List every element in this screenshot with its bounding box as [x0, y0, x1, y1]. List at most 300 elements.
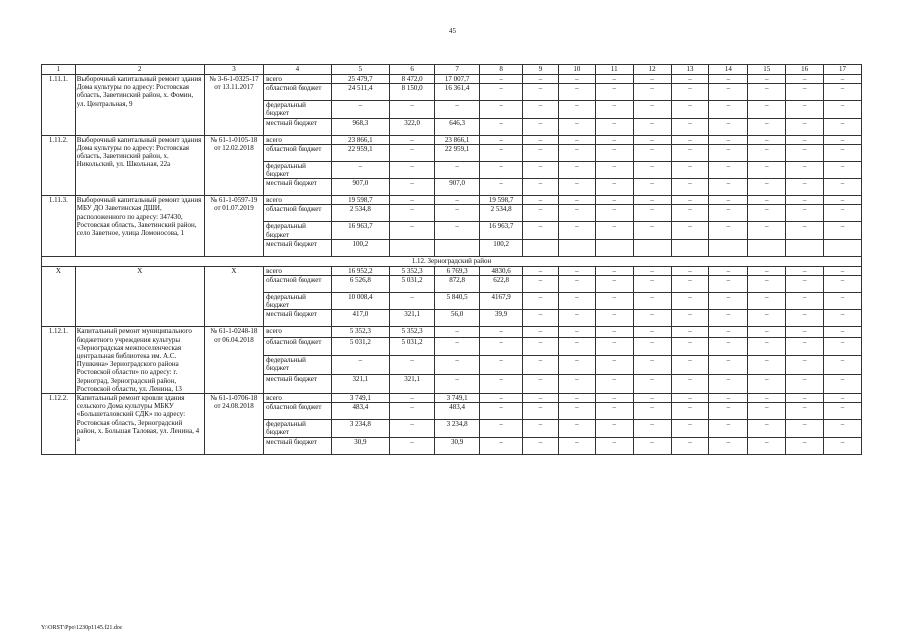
budget-source-label: местный бюджет [264, 239, 332, 256]
value-cell: – [523, 327, 559, 337]
budget-source-label: всего [264, 266, 332, 275]
value-cell: 16 361,4 [435, 84, 480, 101]
value-cell: – [633, 420, 671, 437]
budget-table [41, 64, 862, 455]
value-cell: – [824, 101, 862, 118]
value-cell: – [558, 205, 595, 222]
value-cell: 417,0 [331, 310, 389, 327]
budget-source-label: федеральный бюджет [264, 101, 332, 118]
budget-source-label: всего [264, 327, 332, 337]
value-cell [595, 239, 633, 256]
value-cell: – [558, 276, 595, 293]
value-cell: – [709, 222, 748, 239]
value-cell: – [786, 403, 824, 420]
value-cell: – [390, 420, 435, 437]
value-cell: – [435, 356, 480, 375]
value-cell: 4167,9 [480, 293, 523, 310]
value-cell: – [709, 375, 748, 394]
value-cell: – [709, 403, 748, 420]
value-cell [633, 239, 671, 256]
value-cell: – [709, 205, 748, 222]
value-cell: – [748, 356, 786, 375]
value-cell: – [748, 266, 786, 275]
value-cell: – [709, 118, 748, 135]
table-row [42, 327, 862, 337]
value-cell: 56,0 [435, 310, 480, 327]
item-document: № 61-1-0597-19 от 01.07.2019 [204, 196, 263, 257]
column-header: 5 [331, 65, 389, 75]
value-cell: – [595, 375, 633, 394]
value-cell: – [748, 293, 786, 310]
value-cell: – [748, 403, 786, 420]
value-cell: – [558, 222, 595, 239]
value-cell: – [595, 310, 633, 327]
value-cell: – [558, 144, 595, 161]
value-cell: – [709, 437, 748, 454]
value-cell: 25 479,7 [331, 75, 389, 84]
header-row [42, 65, 862, 75]
value-cell: 19 598,7 [480, 196, 523, 205]
value-cell: – [595, 327, 633, 337]
value-cell: – [633, 310, 671, 327]
value-cell: – [558, 437, 595, 454]
value-cell: – [558, 135, 595, 144]
page-number: 45 [449, 27, 456, 35]
value-cell: – [748, 205, 786, 222]
value-cell: – [523, 84, 559, 101]
table-row [42, 135, 862, 144]
value-cell: – [558, 420, 595, 437]
value-cell: – [435, 337, 480, 356]
value-cell: – [786, 84, 824, 101]
column-header: 6 [390, 65, 435, 75]
value-cell: – [558, 179, 595, 196]
value-cell: – [390, 356, 435, 375]
value-cell: – [786, 75, 824, 84]
value-cell: – [558, 84, 595, 101]
value-cell: – [633, 205, 671, 222]
value-cell: – [595, 403, 633, 420]
value-cell: – [709, 135, 748, 144]
value-cell: – [480, 420, 523, 437]
value-cell: – [671, 196, 709, 205]
value-cell: – [633, 222, 671, 239]
value-cell: – [748, 222, 786, 239]
budget-source-label: всего [264, 135, 332, 144]
value-cell: – [523, 205, 559, 222]
value-cell: – [633, 101, 671, 118]
value-cell: 907,0 [331, 179, 389, 196]
table-row [42, 75, 862, 84]
budget-source-label: областной бюджет [264, 403, 332, 420]
value-cell: 16 952,2 [331, 266, 389, 275]
value-cell: – [435, 161, 480, 178]
value-cell: – [824, 161, 862, 178]
budget-source-label: федеральный бюджет [264, 420, 332, 437]
value-cell: 321,1 [331, 375, 389, 394]
value-cell: – [595, 118, 633, 135]
value-cell: – [558, 196, 595, 205]
value-cell: 3 234,8 [435, 420, 480, 437]
budget-source-label: областной бюджет [264, 337, 332, 356]
value-cell: – [748, 84, 786, 101]
value-cell: 5 840,5 [435, 293, 480, 310]
value-cell: – [824, 276, 862, 293]
column-header: 13 [671, 65, 709, 75]
column-header: 16 [786, 65, 824, 75]
value-cell: – [824, 144, 862, 161]
value-cell: 5 352,3 [331, 327, 389, 337]
value-cell: – [709, 161, 748, 178]
value-cell: 3 749,1 [435, 394, 480, 403]
value-cell: 3 234,8 [331, 420, 389, 437]
budget-source-label: областной бюджет [264, 276, 332, 293]
budget-source-label: областной бюджет [264, 84, 332, 101]
value-cell: – [709, 293, 748, 310]
value-cell: – [595, 293, 633, 310]
value-cell: – [671, 84, 709, 101]
value-cell: – [595, 356, 633, 375]
value-cell: – [523, 266, 559, 275]
value-cell: – [824, 196, 862, 205]
value-cell: – [786, 394, 824, 403]
value-cell: – [523, 75, 559, 84]
value-cell [709, 239, 748, 256]
item-number: Х [42, 266, 76, 327]
value-cell: – [633, 327, 671, 337]
value-cell: – [786, 310, 824, 327]
value-cell: 8 472,0 [390, 75, 435, 84]
value-cell: 16 963,7 [331, 222, 389, 239]
value-cell: – [523, 420, 559, 437]
value-cell: – [748, 375, 786, 394]
value-cell: – [633, 403, 671, 420]
value-cell: – [824, 356, 862, 375]
value-cell: – [633, 84, 671, 101]
value-cell: – [748, 394, 786, 403]
value-cell: – [633, 144, 671, 161]
value-cell: – [671, 135, 709, 144]
value-cell: – [523, 337, 559, 356]
value-cell: – [435, 101, 480, 118]
value-cell: – [390, 179, 435, 196]
value-cell [523, 239, 559, 256]
value-cell: – [671, 222, 709, 239]
value-cell: – [824, 420, 862, 437]
value-cell: – [523, 356, 559, 375]
value-cell: – [786, 101, 824, 118]
value-cell: 5 031,2 [390, 337, 435, 356]
value-cell: – [748, 179, 786, 196]
value-cell: 6 526,8 [331, 276, 389, 293]
value-cell [558, 239, 595, 256]
value-cell: – [786, 375, 824, 394]
column-header: 3 [204, 65, 263, 75]
value-cell: – [786, 135, 824, 144]
value-cell: – [480, 327, 523, 337]
value-cell: – [558, 310, 595, 327]
value-cell: – [786, 161, 824, 178]
value-cell: – [523, 437, 559, 454]
value-cell: – [633, 196, 671, 205]
value-cell: – [331, 161, 389, 178]
value-cell: – [824, 394, 862, 403]
value-cell: – [671, 327, 709, 337]
budget-source-label: федеральный бюджет [264, 161, 332, 178]
value-cell: 872,8 [435, 276, 480, 293]
value-cell: – [633, 394, 671, 403]
value-cell: – [786, 293, 824, 310]
item-number: 1.11.3. [42, 196, 76, 257]
value-cell: – [558, 75, 595, 84]
value-cell: 5 031,2 [331, 337, 389, 356]
value-cell: – [633, 266, 671, 275]
value-cell: – [709, 356, 748, 375]
value-cell: – [709, 394, 748, 403]
value-cell: – [786, 196, 824, 205]
value-cell: – [523, 161, 559, 178]
value-cell: – [523, 293, 559, 310]
value-cell: – [595, 135, 633, 144]
value-cell: – [480, 84, 523, 101]
value-cell: 22 959,1 [435, 144, 480, 161]
value-cell: – [824, 222, 862, 239]
value-cell: – [480, 75, 523, 84]
value-cell: – [558, 266, 595, 275]
value-cell: – [390, 135, 435, 144]
value-cell: – [709, 420, 748, 437]
value-cell: – [595, 161, 633, 178]
value-cell: – [595, 420, 633, 437]
value-cell: 2 534,8 [480, 205, 523, 222]
item-name: Капитальный ремонт кровли здания сельского Дома культуры МБКУ «Большеталовский СДК» по адресу: Ростовская область, Зерноградский район, х. Большая Таловая, ул. Ленина, 4 а [75, 394, 204, 455]
value-cell: 322,0 [390, 118, 435, 135]
value-cell [671, 239, 709, 256]
footer-file-path: Y:\ORST\Ppo\1230p1145.f21.doc [41, 625, 123, 631]
value-cell: – [390, 293, 435, 310]
value-cell: – [595, 222, 633, 239]
value-cell: – [633, 437, 671, 454]
value-cell: – [824, 135, 862, 144]
item-document: № 61-1-0248-18 от 06.04.2018 [204, 327, 263, 394]
value-cell: – [709, 84, 748, 101]
table-body-bottom [42, 266, 862, 454]
value-cell: – [331, 101, 389, 118]
value-cell: – [824, 327, 862, 337]
column-header: 2 [75, 65, 204, 75]
value-cell: – [558, 403, 595, 420]
budget-source-label: местный бюджет [264, 179, 332, 196]
value-cell: – [748, 75, 786, 84]
value-cell: – [824, 310, 862, 327]
value-cell: – [390, 101, 435, 118]
value-cell: – [633, 375, 671, 394]
value-cell: – [435, 327, 480, 337]
value-cell: – [824, 375, 862, 394]
item-name: Капитальный ремонт муниципального бюджетного учреждения культуры «Зерноградская межпоселенческая центральная библиотека им. А.С. Пушкина» Зерноградского района Ростовской области» по адресу: г. Зерноград, Зерноградский район, Ростовской области, ул. Ленина, 13 [75, 327, 204, 394]
value-cell: – [633, 135, 671, 144]
value-cell: – [558, 161, 595, 178]
value-cell: – [633, 118, 671, 135]
value-cell: – [748, 276, 786, 293]
value-cell: – [480, 179, 523, 196]
value-cell: – [595, 337, 633, 356]
item-document: № 61-1-0706-18 от 24.08.2018 [204, 394, 263, 455]
value-cell: – [748, 144, 786, 161]
value-cell: – [709, 327, 748, 337]
value-cell: – [595, 196, 633, 205]
value-cell: 6 769,3 [435, 266, 480, 275]
value-cell: – [824, 75, 862, 84]
budget-source-label: областной бюджет [264, 205, 332, 222]
value-cell: – [390, 144, 435, 161]
value-cell: – [523, 135, 559, 144]
value-cell: – [523, 196, 559, 205]
value-cell: 5 352,3 [390, 327, 435, 337]
item-number: 1.11.1. [42, 75, 76, 136]
item-document: № 61-1-0105-18 от 12.02.2018 [204, 135, 263, 196]
value-cell: – [390, 403, 435, 420]
item-document: Х [204, 266, 263, 327]
value-cell: – [633, 356, 671, 375]
value-cell: – [671, 276, 709, 293]
value-cell: – [523, 310, 559, 327]
value-cell: – [390, 222, 435, 239]
budget-source-label: всего [264, 394, 332, 403]
value-cell: 646,3 [435, 118, 480, 135]
value-cell: 968,3 [331, 118, 389, 135]
value-cell: – [786, 437, 824, 454]
value-cell: – [435, 375, 480, 394]
budget-source-label: федеральный бюджет [264, 293, 332, 310]
value-cell: – [633, 179, 671, 196]
item-document: № 3-6-1-0325-17 от 13.11.2017 [204, 75, 263, 136]
value-cell: – [748, 196, 786, 205]
item-number: 1.11.2. [42, 135, 76, 196]
value-cell [435, 239, 480, 256]
value-cell: – [595, 276, 633, 293]
value-cell: – [709, 337, 748, 356]
value-cell: 483,4 [331, 403, 389, 420]
value-cell: – [523, 276, 559, 293]
value-cell: – [748, 101, 786, 118]
item-number: 1.12.2. [42, 394, 76, 455]
value-cell: – [748, 420, 786, 437]
value-cell: 39,9 [480, 310, 523, 327]
value-cell: – [786, 179, 824, 196]
value-cell: – [480, 356, 523, 375]
value-cell: 5 031,2 [390, 276, 435, 293]
value-cell: – [671, 205, 709, 222]
value-cell: 24 511,4 [331, 84, 389, 101]
column-header: 7 [435, 65, 480, 75]
value-cell: – [595, 179, 633, 196]
value-cell: 22 959,1 [331, 144, 389, 161]
value-cell: – [595, 101, 633, 118]
value-cell: 30,9 [331, 437, 389, 454]
value-cell: 321,1 [390, 310, 435, 327]
value-cell: – [558, 356, 595, 375]
item-name: Х [75, 266, 204, 327]
value-cell: – [824, 437, 862, 454]
value-cell: – [595, 394, 633, 403]
value-cell: – [480, 135, 523, 144]
value-cell: 100,2 [480, 239, 523, 256]
value-cell: – [748, 327, 786, 337]
value-cell: – [523, 375, 559, 394]
value-cell: 2 534,8 [331, 205, 389, 222]
value-cell: – [595, 84, 633, 101]
table-row [42, 196, 862, 205]
value-cell: – [558, 101, 595, 118]
value-cell: – [671, 293, 709, 310]
value-cell: – [480, 161, 523, 178]
column-header: 1 [42, 65, 76, 75]
value-cell: – [671, 101, 709, 118]
value-cell: – [748, 337, 786, 356]
item-name: Выборочный капитальный ремонт здания МБУ ДО Заветинская ДШИ, расположенного по адресу: 347430, Ростовская область, Заветинский район, село Заветное, улица Ломоносова, 1 [75, 196, 204, 257]
value-cell: – [390, 161, 435, 178]
value-cell: – [633, 293, 671, 310]
value-cell: – [435, 196, 480, 205]
value-cell: – [786, 420, 824, 437]
value-cell: 23 866,1 [331, 135, 389, 144]
value-cell: – [671, 266, 709, 275]
value-cell: – [595, 205, 633, 222]
value-cell: – [435, 205, 480, 222]
value-cell: – [748, 437, 786, 454]
value-cell: – [824, 337, 862, 356]
value-cell: 483,4 [435, 403, 480, 420]
value-cell: – [786, 205, 824, 222]
value-cell: 100,2 [331, 239, 389, 256]
table-row [42, 394, 862, 403]
value-cell: – [558, 118, 595, 135]
value-cell: – [786, 222, 824, 239]
value-cell: – [709, 144, 748, 161]
value-cell: – [709, 276, 748, 293]
value-cell: – [671, 310, 709, 327]
value-cell: – [786, 276, 824, 293]
column-header: 14 [709, 65, 748, 75]
value-cell: – [595, 144, 633, 161]
value-cell: – [824, 118, 862, 135]
value-cell: 8 150,0 [390, 84, 435, 101]
item-name: Выборочный капитальный ремонт здания Дома культуры по адресу: Ростовская область, Заветинский район, х. Никольский, ул. Школьная, 22а [75, 135, 204, 196]
value-cell [824, 239, 862, 256]
value-cell: 23 866,1 [435, 135, 480, 144]
value-cell: – [390, 437, 435, 454]
value-cell: – [824, 205, 862, 222]
value-cell: – [480, 144, 523, 161]
column-header: 9 [523, 65, 559, 75]
value-cell: – [671, 161, 709, 178]
value-cell: 17 007,7 [435, 75, 480, 84]
item-name: Выборочный капитальный ремонт здания Дома культуры по адресу: Ростовская область, Заветинский район, х. Фомин, ул. Центральная, 9 [75, 75, 204, 136]
value-cell: 907,0 [435, 179, 480, 196]
value-cell: 30,9 [435, 437, 480, 454]
value-cell: – [558, 337, 595, 356]
budget-source-label: федеральный бюджет [264, 222, 332, 239]
value-cell: – [595, 266, 633, 275]
value-cell [390, 239, 435, 256]
value-cell: – [390, 205, 435, 222]
value-cell: – [480, 403, 523, 420]
value-cell: – [480, 118, 523, 135]
value-cell: – [671, 118, 709, 135]
value-cell: 4830,6 [480, 266, 523, 275]
value-cell: – [824, 293, 862, 310]
